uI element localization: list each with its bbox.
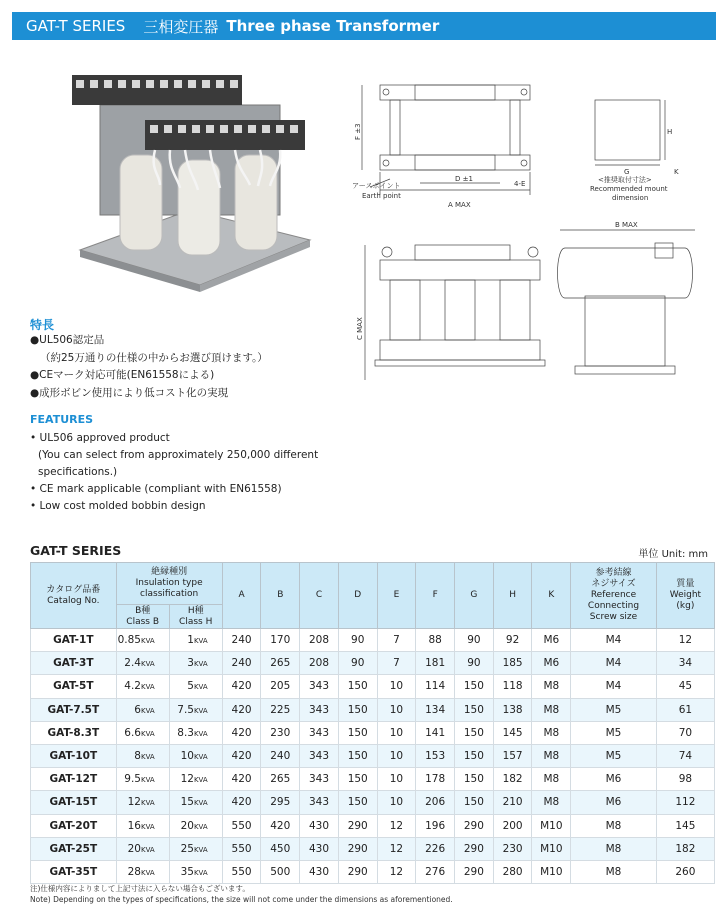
table-cell: 343 xyxy=(300,675,339,698)
kva-value: 20 xyxy=(127,842,141,855)
table-cell: 420 xyxy=(222,768,261,791)
table-cell: 290 xyxy=(455,814,494,837)
class-b-cell xyxy=(116,837,169,860)
table-cell: M4 xyxy=(571,629,657,652)
kva-unit: KVA xyxy=(193,729,208,738)
kva-value: 25 xyxy=(180,842,194,855)
table-cell: M8 xyxy=(571,860,657,883)
table-cell: 134 xyxy=(416,698,455,721)
table-row xyxy=(31,791,715,814)
class-b-cell xyxy=(116,860,169,883)
header-class-h: H種 Class H xyxy=(169,605,222,629)
table-cell: M6 xyxy=(532,629,571,652)
table-row xyxy=(31,675,715,698)
table-cell: 295 xyxy=(261,791,300,814)
table-cell: 150 xyxy=(455,791,494,814)
catalog-no-cell: GAT-10T xyxy=(31,744,117,767)
catalog-no-cell: GAT-12T xyxy=(31,768,117,791)
table-cell: 208 xyxy=(300,629,339,652)
earth-point-en: Earth point xyxy=(362,192,401,200)
class-h-cell xyxy=(169,837,222,860)
class-h-cell xyxy=(169,629,222,652)
features-en-list xyxy=(30,430,318,515)
table-cell: 150 xyxy=(338,698,377,721)
table-cell: 276 xyxy=(416,860,455,883)
table-cell: 420 xyxy=(261,814,300,837)
table-cell: M8 xyxy=(532,698,571,721)
table-cell: 200 xyxy=(493,814,532,837)
table-cell: 34 xyxy=(656,652,714,675)
kva-unit: KVA xyxy=(193,660,208,669)
kva-value: 7.5 xyxy=(177,703,194,716)
table-cell: 150 xyxy=(455,721,494,744)
table-cell: M6 xyxy=(532,652,571,675)
kva-unit: KVA xyxy=(140,729,155,738)
kva-unit: KVA xyxy=(140,799,155,808)
table-cell: 150 xyxy=(338,744,377,767)
table-cell: 225 xyxy=(261,698,300,721)
table-cell: 205 xyxy=(261,675,300,698)
class-h-cell xyxy=(169,814,222,837)
class-b-cell xyxy=(116,675,169,698)
kva-unit: KVA xyxy=(140,776,155,785)
spec-table-body xyxy=(31,629,715,884)
table-cell: 10 xyxy=(377,721,416,744)
kva-value: 12 xyxy=(180,773,194,786)
table-cell: 290 xyxy=(338,837,377,860)
mount-dimension-drawing xyxy=(570,90,690,205)
kva-value: 1 xyxy=(187,634,194,647)
table-cell: 290 xyxy=(455,860,494,883)
table-cell: 550 xyxy=(222,814,261,837)
table-cell: 450 xyxy=(261,837,300,860)
class-h-cell xyxy=(169,744,222,767)
table-cell: 10 xyxy=(377,791,416,814)
features-en-title: FEATURES xyxy=(30,413,94,426)
table-cell: 10 xyxy=(377,768,416,791)
table-cell: 210 xyxy=(493,791,532,814)
dim-h: H xyxy=(667,128,673,136)
header-h: H xyxy=(493,563,532,629)
table-cell: 90 xyxy=(338,629,377,652)
table-cell: 343 xyxy=(300,791,339,814)
table-cell: 240 xyxy=(222,652,261,675)
catalog-no-cell: GAT-1T xyxy=(31,629,117,652)
kva-value: 35 xyxy=(180,865,194,878)
table-cell: M5 xyxy=(571,744,657,767)
table-row xyxy=(31,814,715,837)
kva-value: 8 xyxy=(134,750,141,763)
table-cell: 45 xyxy=(656,675,714,698)
note-jp: 注)仕様内容によりまして上記寸法に入らない場合もございます。 xyxy=(30,884,250,893)
header-f: F xyxy=(416,563,455,629)
table-cell: 196 xyxy=(416,814,455,837)
table-cell: 206 xyxy=(416,791,455,814)
table-cell: 150 xyxy=(338,791,377,814)
table-cell: 208 xyxy=(300,652,339,675)
table-row xyxy=(31,768,715,791)
table-cell: M4 xyxy=(571,675,657,698)
mount-label-en2: dimension xyxy=(612,194,649,202)
kva-value: 6 xyxy=(134,703,141,716)
table-cell: 88 xyxy=(416,629,455,652)
kva-value: 5 xyxy=(187,680,194,693)
class-b-cell xyxy=(116,721,169,744)
list-item: ●UL506認定品 xyxy=(30,334,105,346)
kva-value: 8.3 xyxy=(177,726,194,739)
table-cell: 265 xyxy=(261,768,300,791)
table-row xyxy=(31,837,715,860)
class-h-cell xyxy=(169,675,222,698)
table-cell: M5 xyxy=(571,698,657,721)
header-class-b: B種 Class B xyxy=(116,605,169,629)
side-view-drawing xyxy=(555,218,705,388)
features-jp-list xyxy=(30,332,268,402)
class-h-cell xyxy=(169,652,222,675)
kva-unit: KVA xyxy=(193,753,208,762)
list-item: （約25万通りの仕様の中からお選び頂けます。） xyxy=(40,351,268,364)
table-cell: 343 xyxy=(300,721,339,744)
table-cell: 153 xyxy=(416,744,455,767)
table-cell: 290 xyxy=(338,814,377,837)
class-h-cell xyxy=(169,721,222,744)
series-title: GAT-T SERIES xyxy=(26,17,126,35)
table-cell: 150 xyxy=(338,768,377,791)
list-item: specifications.) xyxy=(38,466,118,478)
note-en: Note) Depending on the types of specifications, the size will not come under the dimensions as aforementioned. xyxy=(30,895,453,904)
kva-value: 4.2 xyxy=(124,680,141,693)
catalog-no-cell: GAT-5T xyxy=(31,675,117,698)
kva-unit: KVA xyxy=(193,683,208,692)
table-cell: 170 xyxy=(261,629,300,652)
dim-g: G xyxy=(624,168,630,176)
kva-unit: KVA xyxy=(193,637,208,646)
class-h-cell xyxy=(169,791,222,814)
header-d: D xyxy=(338,563,377,629)
kva-value: 2.4 xyxy=(124,657,141,670)
table-cell: M4 xyxy=(571,652,657,675)
table-cell: M8 xyxy=(532,744,571,767)
table-cell: 230 xyxy=(493,837,532,860)
table-cell: 550 xyxy=(222,837,261,860)
table-cell: M6 xyxy=(571,768,657,791)
list-item: ●成形ボビン使用により低コスト化の実現 xyxy=(30,386,229,399)
table-cell: 90 xyxy=(338,652,377,675)
table-cell: 265 xyxy=(261,652,300,675)
table-cell: 98 xyxy=(656,768,714,791)
table-cell: 226 xyxy=(416,837,455,860)
table-cell: 150 xyxy=(455,744,494,767)
table-cell: 240 xyxy=(222,629,261,652)
kva-value: 28 xyxy=(127,865,141,878)
list-item: • Low cost molded bobbin design xyxy=(30,500,206,512)
kva-value: 15 xyxy=(180,796,194,809)
kva-unit: KVA xyxy=(193,799,208,808)
unit-label: 単位 Unit: mm xyxy=(638,549,708,560)
table-cell: 420 xyxy=(222,698,261,721)
table-cell: 10 xyxy=(377,675,416,698)
kva-unit: KVA xyxy=(193,706,208,715)
kva-unit: KVA xyxy=(140,753,155,762)
table-row xyxy=(31,698,715,721)
table-cell: 141 xyxy=(416,721,455,744)
table-cell: 150 xyxy=(455,768,494,791)
kva-value: 3 xyxy=(187,657,194,670)
kva-unit: KVA xyxy=(140,822,155,831)
list-item: • CE mark applicable (compliant with EN61558) xyxy=(30,483,282,495)
kva-unit: KVA xyxy=(140,845,155,854)
table-cell: M10 xyxy=(532,814,571,837)
kva-value: 10 xyxy=(180,750,194,763)
catalog-no-cell: GAT-20T xyxy=(31,814,117,837)
table-cell: 10 xyxy=(377,698,416,721)
table-row xyxy=(31,652,715,675)
header-a: A xyxy=(222,563,261,629)
table-cell: 430 xyxy=(300,837,339,860)
class-b-cell xyxy=(116,791,169,814)
table-cell: 138 xyxy=(493,698,532,721)
kva-value: 9.5 xyxy=(124,773,141,786)
dim-a: A MAX xyxy=(448,201,471,209)
kva-unit: KVA xyxy=(140,637,155,646)
dim-c: C MAX xyxy=(356,317,364,340)
header-k: K xyxy=(532,563,571,629)
mount-label-en1: Recommended mount xyxy=(590,185,668,193)
top-view-drawing xyxy=(340,75,555,210)
table-cell: 420 xyxy=(222,675,261,698)
table-cell: 90 xyxy=(455,629,494,652)
table-cell: 150 xyxy=(338,721,377,744)
class-b-cell xyxy=(116,768,169,791)
title-banner xyxy=(12,12,716,40)
en-title: Three phase Transformer xyxy=(226,17,440,35)
dim-e: 4-E xyxy=(514,180,526,188)
table-cell: 12 xyxy=(377,837,416,860)
class-h-cell xyxy=(169,768,222,791)
list-item: (You can select from approximately 250,000 different xyxy=(38,449,319,461)
catalog-no-cell: GAT-25T xyxy=(31,837,117,860)
table-cell: M5 xyxy=(571,721,657,744)
class-b-cell xyxy=(116,814,169,837)
features-jp-title: 特長 xyxy=(30,318,55,332)
table-cell: 150 xyxy=(455,698,494,721)
table-cell: 10 xyxy=(377,744,416,767)
catalog-no-cell: GAT-8.3T xyxy=(31,721,117,744)
spec-table xyxy=(30,562,715,884)
product-photo xyxy=(60,60,320,295)
dim-b: B MAX xyxy=(615,221,638,229)
catalog-no-cell: GAT-35T xyxy=(31,860,117,883)
header-weight: 質量 Weight (kg) xyxy=(656,563,714,629)
kva-value: 16 xyxy=(127,819,141,832)
dim-d: D ±1 xyxy=(455,175,473,183)
table-row xyxy=(31,860,715,883)
table-cell: 420 xyxy=(222,744,261,767)
list-item: • UL506 approved product xyxy=(30,432,170,444)
table-cell: 12 xyxy=(656,629,714,652)
jp-title: 三相変圧器 xyxy=(143,17,219,36)
table-cell: 343 xyxy=(300,744,339,767)
table-cell: 90 xyxy=(455,652,494,675)
table-cell: 420 xyxy=(222,721,261,744)
header-screw: 参考結線 ネジサイズ Reference Connecting Screw size xyxy=(571,563,657,629)
table-cell: 420 xyxy=(222,791,261,814)
table-cell: 118 xyxy=(493,675,532,698)
table-cell: 343 xyxy=(300,698,339,721)
table-cell: 74 xyxy=(656,744,714,767)
table-cell: 7 xyxy=(377,629,416,652)
class-b-cell xyxy=(116,629,169,652)
table-cell: 185 xyxy=(493,652,532,675)
mount-label-jp: <推奨取付寸法> xyxy=(598,176,652,184)
kva-unit: KVA xyxy=(193,776,208,785)
table-cell: 150 xyxy=(455,675,494,698)
kva-unit: KVA xyxy=(193,868,208,877)
table-cell: 430 xyxy=(300,860,339,883)
table-cell: M8 xyxy=(532,768,571,791)
table-cell: 150 xyxy=(338,675,377,698)
table-cell: 550 xyxy=(222,860,261,883)
dim-k: K xyxy=(674,168,679,176)
table-cell: 12 xyxy=(377,814,416,837)
table-cell: 290 xyxy=(455,837,494,860)
table-title: GAT-T SERIES xyxy=(30,543,122,558)
table-row xyxy=(31,629,715,652)
table-cell: 290 xyxy=(338,860,377,883)
notes xyxy=(30,883,453,905)
table-cell: 260 xyxy=(656,860,714,883)
table-cell: M8 xyxy=(532,791,571,814)
table-cell: 70 xyxy=(656,721,714,744)
kva-value: 0.85 xyxy=(117,634,141,647)
table-cell: 92 xyxy=(493,629,532,652)
header-g: G xyxy=(455,563,494,629)
table-cell: 7 xyxy=(377,652,416,675)
table-row xyxy=(31,744,715,767)
table-cell: 182 xyxy=(493,768,532,791)
table-cell: 280 xyxy=(493,860,532,883)
list-item: ●CEマーク対応可能(EN61558による) xyxy=(30,369,215,381)
table-cell: M6 xyxy=(571,791,657,814)
kva-unit: KVA xyxy=(140,660,155,669)
class-b-cell xyxy=(116,698,169,721)
table-cell: M10 xyxy=(532,860,571,883)
table-cell: M8 xyxy=(571,837,657,860)
front-view-drawing xyxy=(345,230,560,390)
class-b-cell xyxy=(116,744,169,767)
table-cell: 230 xyxy=(261,721,300,744)
table-cell: M8 xyxy=(532,675,571,698)
kva-unit: KVA xyxy=(193,822,208,831)
kva-value: 12 xyxy=(127,796,141,809)
header-e: E xyxy=(377,563,416,629)
kva-unit: KVA xyxy=(193,845,208,854)
catalog-no-cell: GAT-15T xyxy=(31,791,117,814)
header-catalog: カタログ品番 Catalog No. xyxy=(31,563,117,629)
header-insulation: 絶縁種別 Insulation type classification xyxy=(116,563,222,605)
table-cell: 112 xyxy=(656,791,714,814)
earth-point-jp: アースポイント xyxy=(352,182,401,190)
table-cell: 157 xyxy=(493,744,532,767)
table-cell: 500 xyxy=(261,860,300,883)
class-h-cell xyxy=(169,860,222,883)
table-cell: M8 xyxy=(571,814,657,837)
table-cell: M8 xyxy=(532,721,571,744)
kva-unit: KVA xyxy=(140,868,155,877)
kva-unit: KVA xyxy=(140,706,155,715)
table-cell: 181 xyxy=(416,652,455,675)
class-h-cell xyxy=(169,698,222,721)
dim-f: F ±3 xyxy=(354,123,362,140)
table-cell: 178 xyxy=(416,768,455,791)
kva-value: 20 xyxy=(180,819,194,832)
table-cell: 61 xyxy=(656,698,714,721)
table-cell: 182 xyxy=(656,837,714,860)
table-cell: 430 xyxy=(300,814,339,837)
table-row xyxy=(31,721,715,744)
catalog-no-cell: GAT-7.5T xyxy=(31,698,117,721)
catalog-no-cell: GAT-3T xyxy=(31,652,117,675)
table-cell: 114 xyxy=(416,675,455,698)
table-cell: M10 xyxy=(532,837,571,860)
table-cell: 343 xyxy=(300,768,339,791)
table-cell: 145 xyxy=(493,721,532,744)
kva-value: 6.6 xyxy=(124,726,141,739)
class-b-cell xyxy=(116,652,169,675)
header-b: B xyxy=(261,563,300,629)
table-cell: 240 xyxy=(261,744,300,767)
table-cell: 12 xyxy=(377,860,416,883)
kva-unit: KVA xyxy=(140,683,155,692)
table-cell: 145 xyxy=(656,814,714,837)
header-c: C xyxy=(300,563,339,629)
